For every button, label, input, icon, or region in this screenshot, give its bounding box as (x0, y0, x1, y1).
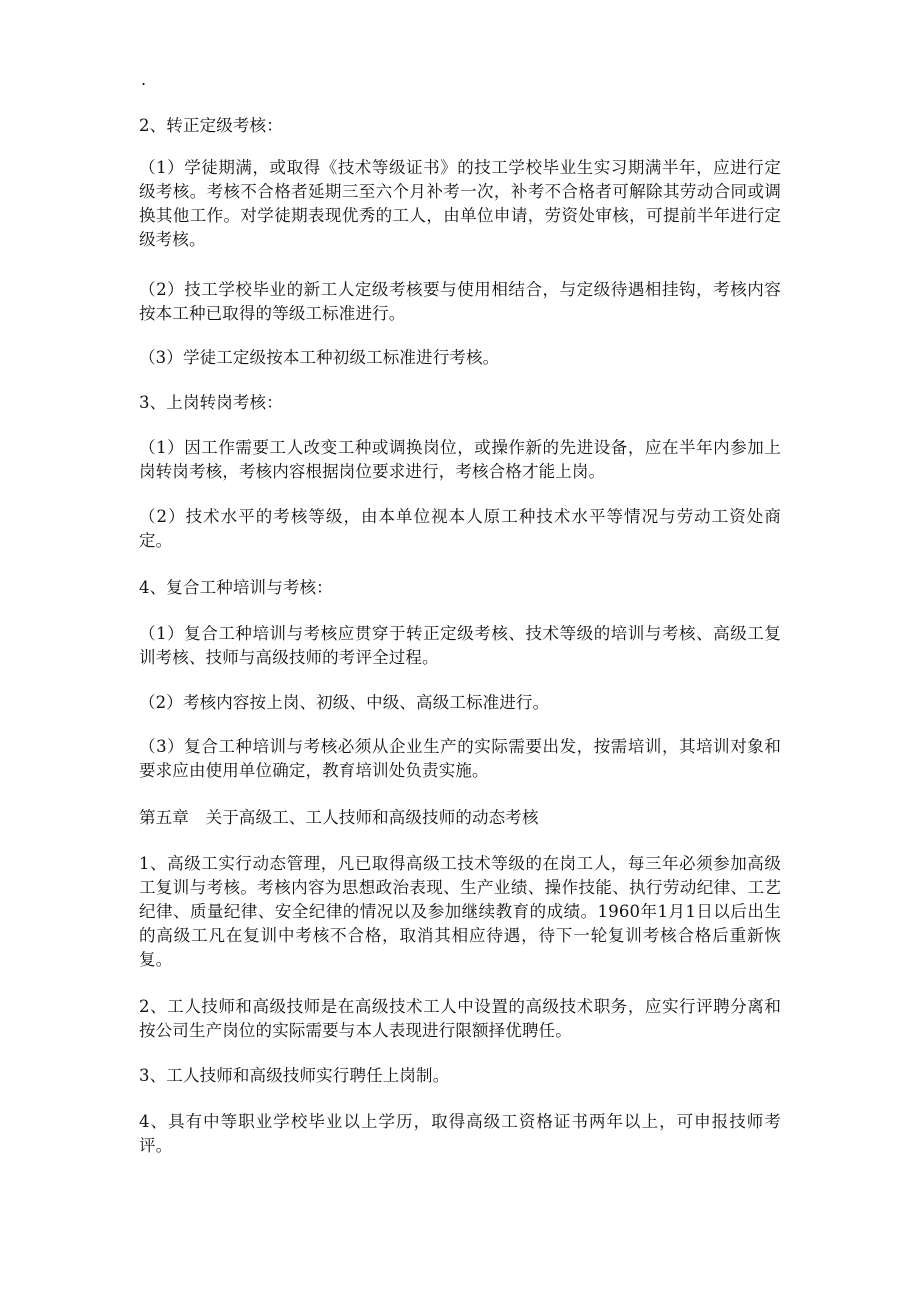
paragraph: （2）技术水平的考核等级，由本单位视本人原工种技术水平等情况与劳动工资处商定。 (139, 507, 781, 550)
paragraph: 2、工人技师和高级技师是在高级技术工人中设置的高级技术职务，应实行评聘分离和按公司生产岗位的实际需要与本人表现进行限额择优聘任。 (139, 997, 781, 1040)
paragraph: （2）考核内容按上岗、初级、中级、高级工标准进行。 (139, 693, 550, 712)
paragraph: 4、具有中等职业学校毕业以上学历，取得高级工资格证书两年以上，可申报技师考评。 (139, 1112, 781, 1155)
paragraph: （3）学徒工定级按本工种初级工标准进行考核。 (139, 348, 500, 367)
paragraph: （3）复合工种培训与考核必须从企业生产的实际需要出发，按需培训，其培训对象和要求应由使用单位确定，教育培训处负责实施。 (139, 737, 781, 780)
page-top-mark: . (141, 70, 147, 89)
paragraph: （1）复合工种培训与考核应贯穿于转正定级考核、技术等级的培训与考核、高级工复训考核、技师与高级技师的考评全过程。 (139, 624, 781, 667)
chapter-heading: 第五章 关于高级工、工人技师和高级技师的动态考核 (139, 808, 539, 827)
paragraph: （1）学徒期满，或取得《技术等级证书》的技工学校毕业生实习期满半年，应进行定级考核。考核不合格者延期三至六个月补考一次，补考不合格者可解除其劳动合同或调换其他工作。对学徒期表现优秀的工人，由单位申请，劳资处审核，可提前半年进行定级考核。 (139, 158, 781, 249)
section-heading-3: 3、上岗转岗考核： (139, 393, 283, 412)
section-heading-2: 2、转正定级考核： (139, 116, 283, 135)
paragraph: （2）技工学校毕业的新工人定级考核要与使用相结合，与定级待遇相挂钩，考核内容按本工种已取得的等级工标准进行。 (139, 280, 781, 323)
paragraph: （1）因工作需要工人改变工种或调换岗位，或操作新的先进设备，应在半年内参加上岗转岗考核，考核内容根据岗位要求进行，考核合格才能上岗。 (139, 438, 781, 481)
paragraph: 1、高级工实行动态管理，凡已取得高级工技术等级的在岗工人，每三年必须参加高级工复训与考核。考核内容为思想政治表现、生产业绩、操作技能、执行劳动纪律、工艺纪律、质量纪律、安全纪律的情况以及参加继续教育的成绩。1960年1月1日以后出生的高级工凡在复训中考核不合格，取消其相应待遇，待下一轮复训考核合格后重新恢复。 (139, 854, 781, 969)
paragraph: 3、工人技师和高级技师实行聘任上岗制。 (139, 1066, 450, 1085)
section-heading-4: 4、复合工种培训与考核： (139, 578, 333, 597)
